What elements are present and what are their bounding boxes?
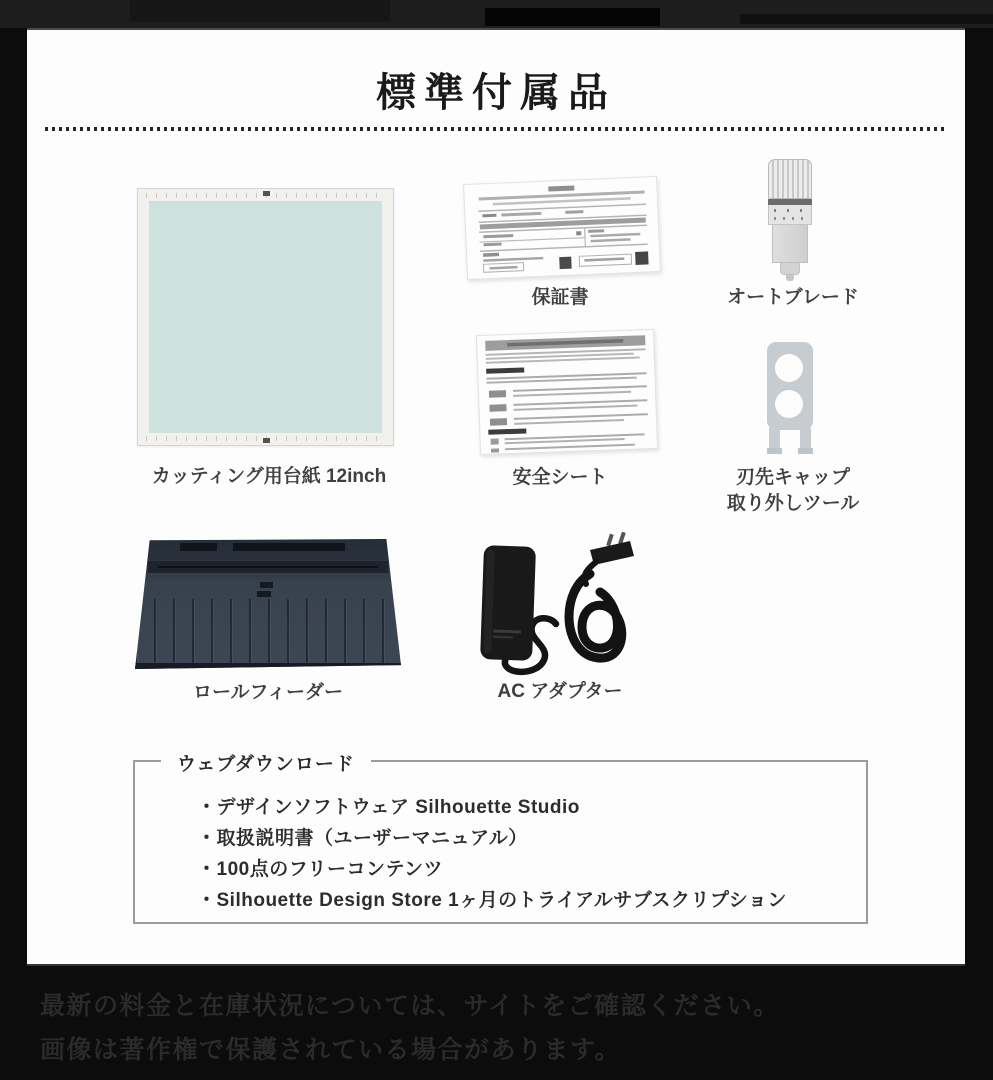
tool-hole [775,354,803,382]
blade-body [772,225,808,263]
blade-tip [786,275,794,281]
safety-sheet-image [476,329,658,455]
web-download-title: ウェブダウンロード [161,749,371,776]
caption-roll-feeder: ロールフィーダー [192,682,344,703]
mat-registration-mark [263,438,270,443]
feeder-tab [260,582,273,588]
caption-auto-blade: オートブレード [727,287,859,308]
download-list-item: ・取扱説明書（ユーザーマニュアル） [197,828,528,849]
web-download-list [197,792,787,916]
feeder-tab [257,591,271,597]
adapter-brick [480,545,536,661]
background-patch [130,0,390,22]
footer-disclaimer-line2: 画像は著作権で保護されている場合があります。 [40,1036,622,1064]
mat-adhesive-area [149,201,382,433]
blade-ridged-cap [768,159,812,199]
background-patch [740,14,993,24]
cap-removal-tool-image [766,342,814,454]
background-patch [485,8,660,26]
top-background-strip [0,0,993,28]
feeder-slot [180,543,217,551]
caption-warranty: 保証書 [531,287,589,308]
caption-safety-sheet: 安全シート [512,467,608,488]
footer-disclaimer-line1: 最新の料金と在庫状況については、サイトをご確認ください。 [40,992,780,1020]
tool-hole [775,390,803,418]
cutting-mat-image [137,188,394,446]
feeder-slot [233,543,345,551]
product-image-card[interactable] [27,28,965,966]
feeder-base [135,663,401,670]
web-download-box [133,754,868,924]
page-title: 標準付属品 [376,71,616,115]
cable-coil [569,574,622,658]
dotted-divider [45,127,947,131]
blade-number-dial [768,205,812,225]
warranty-card-image [463,176,661,280]
tool-foot [767,448,782,454]
ac-adapter-graphic [470,532,650,677]
caption-cutting-mat: カッティング用台紙 12inch [151,466,387,487]
warranty-card-graphic [464,177,660,279]
roll-feeder-image [135,539,401,669]
caption-ac-adapter: AC アダプター [497,681,623,702]
download-list-item: ・100点のフリーコンテンツ [197,859,443,880]
caption-cap-tool-line2: 取り外しツール [726,493,860,514]
caption-cap-tool-line1: 刃先キャップ [735,467,850,488]
mat-registration-mark [263,191,270,196]
safety-sheet-graphic [477,330,657,454]
download-list-item: ・デザインソフトウェア Silhouette Studio [197,797,580,818]
download-list-item: ・Silhouette Design Store 1ヶ月のトライアルサブスクリプション [197,890,787,911]
tool-foot [798,448,813,454]
feeder-ribs [135,599,401,669]
feeder-groove [148,560,387,576]
blade-nose [780,263,800,275]
auto-blade-image [768,159,812,281]
ac-adapter-image [470,532,650,677]
